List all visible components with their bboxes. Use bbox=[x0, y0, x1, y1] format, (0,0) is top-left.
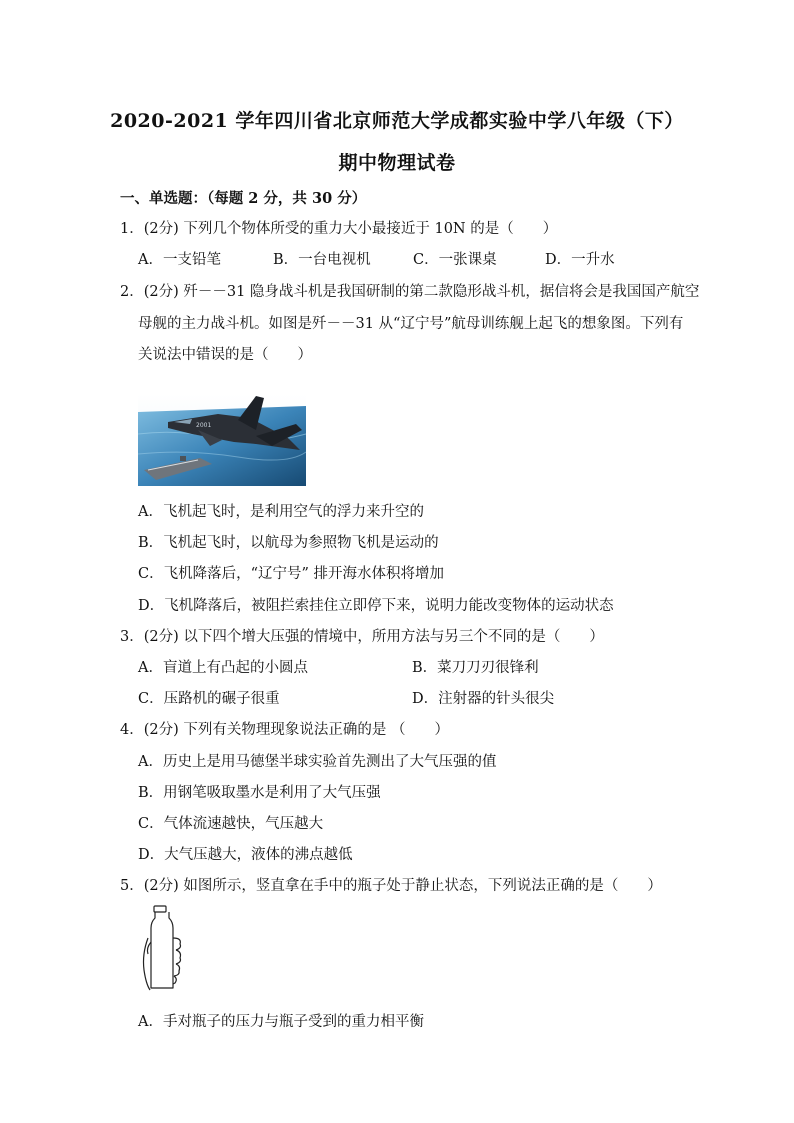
question-3-stem: 3．(2分) 以下四个增大压强的情境中，所用方法与另三个不同的是（ ） bbox=[120, 629, 604, 645]
question-4-option-c: C．气体流速越快，气压越大 bbox=[138, 816, 324, 832]
svg-text:2001: 2001 bbox=[196, 422, 212, 429]
question-2-stem-line-3: 关说法中错误的是（ ） bbox=[138, 347, 312, 363]
bottle-icon bbox=[138, 904, 186, 992]
question-2-stem-line-2: 母舰的主力战斗机。如图是歼－－31 从“辽宁号”航母训练舰上起飞的想象图。下列有 bbox=[138, 316, 684, 332]
question-5-stem: 5．(2分) 如图所示，竖直拿在手中的瓶子处于静止状态，下列说法正确的是（ ） bbox=[120, 878, 662, 894]
question-1-option-c: C．一张课桌 bbox=[413, 252, 497, 268]
section-heading: 一、单选题：（每题 2 分，共 30 分） bbox=[120, 190, 367, 207]
question-5-option-a: A．手对瓶子的压力与瓶子受到的重力相平衡 bbox=[138, 1014, 424, 1030]
fighter-jet-figure bbox=[138, 394, 306, 486]
question-2-option-b: B．飞机起飞时，以航母为参照物飞机是运动的 bbox=[138, 535, 439, 551]
question-1-option-d: D．一升水 bbox=[545, 252, 615, 268]
question-2-option-c: C．飞机降落后，“辽宁号” 排开海水体积将增加 bbox=[138, 566, 445, 582]
question-4-option-d: D．大气压越大，液体的沸点越低 bbox=[138, 847, 353, 863]
question-1-option-a: A．一支铅笔 bbox=[138, 252, 221, 268]
question-3-option-d: D．注射器的针头很尖 bbox=[412, 691, 555, 707]
question-4-option-b: B．用钢笔吸取墨水是利用了大气压强 bbox=[138, 785, 381, 801]
question-2-option-d: D．飞机降落后，被阻拦索挂住立即停下来，说明力能改变物体的运动状态 bbox=[138, 598, 614, 614]
fighter-jet-icon bbox=[138, 394, 306, 486]
question-3-option-c: C．压路机的碾子很重 bbox=[138, 691, 280, 707]
question-4-stem: 4．(2分) 下列有关物理现象说法正确的是 （ ） bbox=[120, 722, 449, 738]
question-2-option-a: A．飞机起飞时，是利用空气的浮力来升空的 bbox=[138, 504, 424, 520]
question-2-stem-line-1: 2．(2分) 歼－－31 隐身战斗机是我国研制的第二款隐形战斗机，据信将会是我国国产航空 bbox=[120, 284, 700, 300]
question-4-option-a: A．历史上是用马德堡半球实验首先测出了大气压强的值 bbox=[138, 754, 497, 770]
hand-bottle-figure bbox=[138, 904, 186, 992]
question-1-option-b: B．一台电视机 bbox=[273, 252, 371, 268]
exam-subtitle: 期中物理试卷 bbox=[338, 152, 456, 174]
exam-title: 2020-2021 学年四川省北京师范大学成都实验中学八年级（下） bbox=[110, 110, 684, 132]
question-1-stem: 1．(2分) 下列几个物体所受的重力大小最接近于 10N 的是（ ） bbox=[120, 221, 558, 237]
question-3-option-b: B．菜刀刀刃很锋利 bbox=[412, 660, 539, 676]
question-3-option-a: A．盲道上有凸起的小圆点 bbox=[138, 660, 308, 676]
